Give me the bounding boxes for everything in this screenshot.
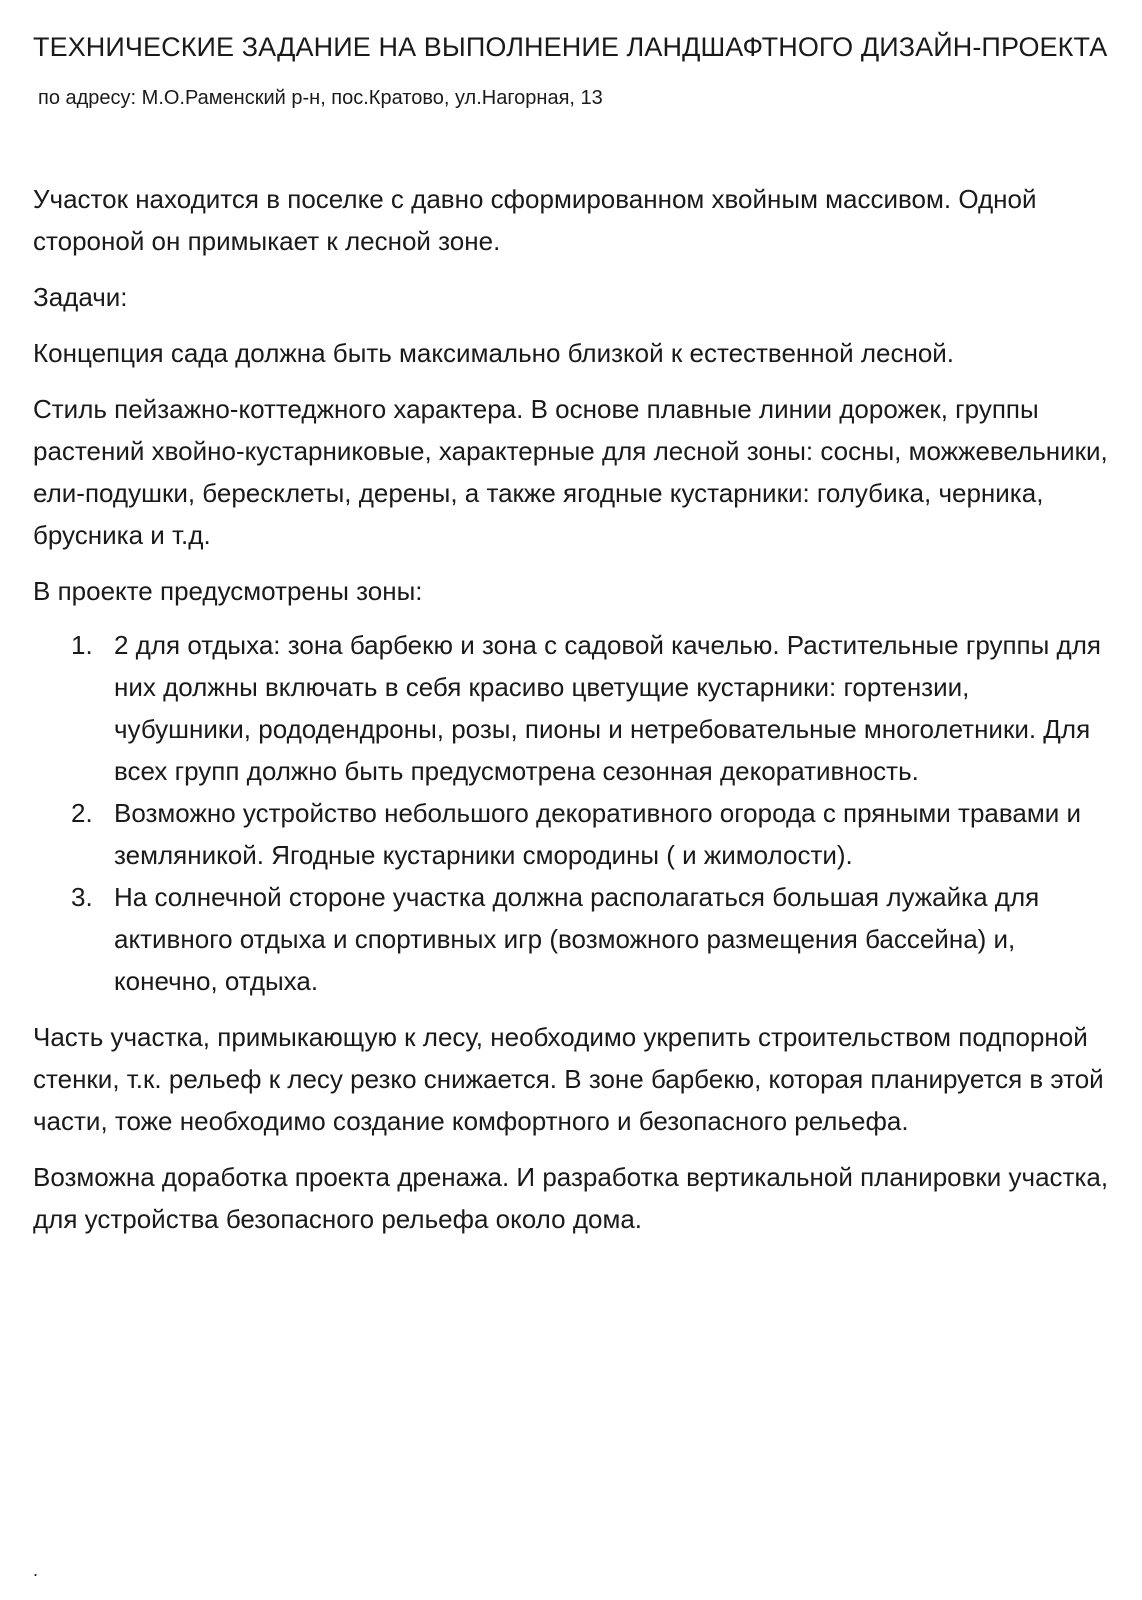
- zones-list: [33, 624, 1113, 1002]
- zones-heading: В проекте предусмотрены зоны:: [33, 576, 423, 606]
- document-page: [33, 26, 1113, 1240]
- list-item-number: 3.: [71, 882, 93, 912]
- list-item-text: На солнечной стороне участка должна располагаться большая лужайка для активного отдыха и спортивных игр (возможного размещения бассейна) и, конечно, отдыха.: [114, 882, 1040, 996]
- concept-paragraph: Концепция сада должна быть максимально близкой к естественной лесной.: [33, 338, 955, 368]
- document-title: ТЕХНИЧЕСКИЕ ЗАДАНИЕ НА ВЫПОЛНЕНИЕ ЛАНДШАФТНОГО ДИЗАЙН-ПРОЕКТА: [33, 32, 1108, 62]
- tasks-heading: Задачи:: [33, 282, 128, 312]
- style-paragraph: Стиль пейзажно-коттеджного характера. В основе плавные линии дорожек, группы растений хвойно-кустарниковые, характерные для лесной зоны: сосны, можжевельники, ели-подушки, бересклеты, дерены, а также ягодные кустарники: голубика, черника, брусника и т.д.: [33, 394, 1108, 550]
- list-item-number: 2.: [71, 798, 93, 828]
- list-item: [33, 624, 1113, 792]
- drainage-paragraph: Возможна доработка проекта дренажа. И разработка вертикальной планировки участка, для устройства безопасного рельефа около дома.: [33, 1162, 1109, 1234]
- list-item-text: Возможно устройство небольшого декоративного огорода с пряными травами и земляникой. Ягодные кустарники смородины ( и жимолости).: [114, 798, 1081, 870]
- intro-paragraph: Участок находится в поселке с давно сформированном хвойным массивом. Одной стороной он примыкает к лесной зоне.: [33, 184, 1037, 256]
- list-item-number: 1.: [71, 630, 93, 660]
- list-item: [33, 876, 1113, 1002]
- retaining-wall-paragraph: Часть участка, примыкающую к лесу, необходимо укрепить строительством подпорной стенки, т.к. рельеф к лесу резко снижается. В зоне барбекю, которая планируется в этой части, тоже необходимо создание комфортного и безопасного рельефа.: [33, 1022, 1104, 1136]
- document-address: по адресу: М.О.Раменский р-н, пос.Кратово, ул.Нагорная, 13: [38, 87, 603, 109]
- list-item-text: 2 для отдыха: зона барбекю и зона с садовой качелью. Растительные группы для них должны включать в себя красиво цветущие кустарники: гортензии, чубушники, рододендроны, розы, пионы и нетребовательные многолетники. Для всех групп должно быть предусмотрена сезонная декоративность.: [114, 630, 1101, 786]
- trailing-mark: .: [33, 1560, 39, 1580]
- list-item: [33, 792, 1113, 876]
